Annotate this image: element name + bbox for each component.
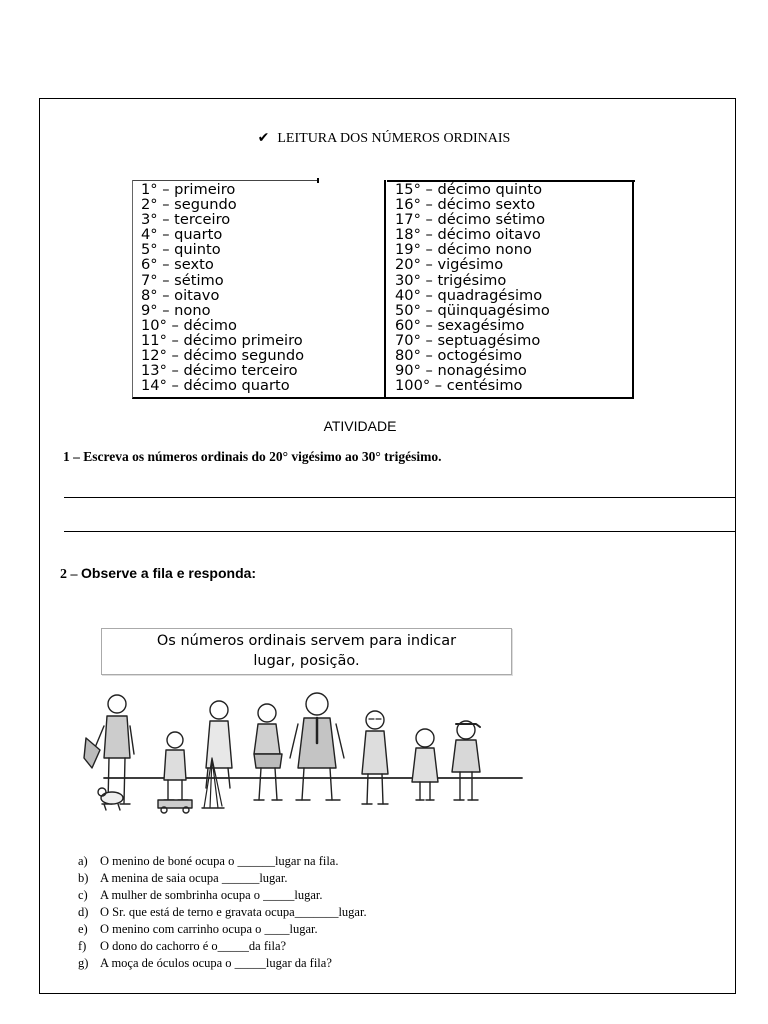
ordinal-item: 1° – primeiro: [141, 181, 236, 198]
question-text: O menino de boné ocupa o ______lugar na fila.: [100, 854, 339, 868]
answer-line-2[interactable]: [64, 531, 736, 532]
question-text: A mulher de sombrinha ocupa o _____lugar.: [100, 888, 323, 902]
question-2: [60, 565, 256, 583]
question-text: A menina de saia ocupa ______lugar.: [100, 871, 288, 885]
ordinal-item: 3° – terceiro: [141, 211, 231, 229]
boy-with-cap-figure: [452, 721, 480, 800]
woman-with-umbrella-figure: [202, 701, 232, 808]
ordinal-item: 80° – octogésimo: [395, 347, 523, 365]
question-text: O menino com carrinho ocupa o ____lugar.: [100, 922, 318, 936]
page-title: [0, 130, 768, 147]
ordinal-item: 18° – décimo oitavo: [395, 226, 541, 244]
ordinal-item: 14° – décimo quarto: [141, 377, 290, 395]
ordinal-item: 20° – vigésimo: [395, 256, 504, 274]
ordinal-item: 7° – sétimo: [141, 271, 224, 289]
question-label: f): [78, 939, 87, 953]
question-item: [78, 853, 367, 870]
ordinal-item: 8° – oitavo: [141, 286, 220, 304]
boy-with-car-figure: [158, 732, 192, 813]
ordinals-table: [132, 180, 634, 399]
ordinals-left-column: [141, 182, 304, 393]
question-item: [78, 938, 367, 955]
ordinal-item: 12° – décimo segundo: [141, 347, 305, 365]
note-line-1: Os números ordinais servem para indicar: [156, 633, 457, 649]
note-line-2: lugar, posição.: [253, 653, 360, 669]
ordinal-item: 16° – décimo sexto: [395, 196, 536, 214]
ordinal-item: 4° – quarto: [141, 226, 223, 244]
ordinal-item: 30° – trigésimo: [395, 271, 507, 289]
ordinal-item: 60° – sexagésimo: [395, 316, 525, 334]
question-text: O Sr. que está de terno e gravata ocupa_______lugar.: [100, 905, 367, 919]
title-text: LEITURA DOS NÚMEROS ORDINAIS: [277, 131, 511, 146]
question-text: O dono do cachorro é o_____da fila?: [100, 939, 287, 953]
question-label: b): [78, 871, 89, 885]
ordinals-right-column: [395, 182, 550, 393]
answer-line-1[interactable]: [64, 497, 736, 498]
ordinal-item: 100° – centésimo: [395, 377, 523, 395]
girl-in-skirt-figure: [254, 704, 282, 800]
question-item: [78, 921, 367, 938]
question-item: [78, 887, 367, 904]
ordinal-item: 9° – nono: [141, 301, 211, 319]
question-label: c): [78, 888, 88, 902]
ordinal-item: 40° – quadragésimo: [395, 286, 543, 304]
question-item: [78, 904, 367, 921]
question-2-number: 2 –: [60, 567, 81, 582]
ordinal-item: 6° – sexto: [141, 256, 214, 274]
ordinal-item: 5° – quinto: [141, 241, 221, 259]
questions-list: [78, 853, 367, 972]
table-divider: [384, 180, 386, 397]
ordinal-item: 11° – décimo primeiro: [141, 331, 303, 349]
question-label: d): [78, 905, 89, 919]
man-in-suit-figure: [290, 693, 344, 800]
checkmark-icon: ✔: [257, 130, 270, 146]
woman-with-glasses-figure: [362, 711, 388, 804]
question-1: 1 – Escreva os números ordinais do 20° vigésimo ao 30° trigésimo.: [63, 449, 442, 464]
question-label: e): [78, 922, 88, 936]
question-label: a): [78, 854, 88, 868]
small-girl-figure: [412, 729, 438, 800]
ordinal-item: 2° – segundo: [141, 196, 237, 214]
ordinal-item: 13° – décimo terceiro: [141, 362, 298, 380]
question-label: g): [78, 956, 89, 970]
question-item: [78, 870, 367, 887]
note-box: [101, 628, 512, 675]
queue-illustration: [82, 688, 524, 828]
activity-heading: ATIVIDADE: [323, 418, 397, 434]
ordinal-item: 70° – septuagésimo: [395, 331, 541, 349]
ordinal-item: 50° – qüinquagésimo: [395, 301, 550, 319]
ordinal-item: 90° – nonagésimo: [395, 362, 527, 380]
ordinal-item: 17° – décimo sétimo: [395, 211, 546, 229]
man-with-dog-figure: [84, 695, 134, 810]
question-text: A moça de óculos ocupa o _____lugar da fila?: [100, 956, 332, 970]
question-2-text: Observe a fila e responda:: [81, 565, 257, 581]
ordinal-item: 19° – décimo nono: [395, 241, 532, 259]
ordinal-item: 10° – décimo: [141, 316, 237, 334]
question-item: [78, 955, 367, 972]
ordinal-item: 15° – décimo quinto: [395, 181, 543, 198]
